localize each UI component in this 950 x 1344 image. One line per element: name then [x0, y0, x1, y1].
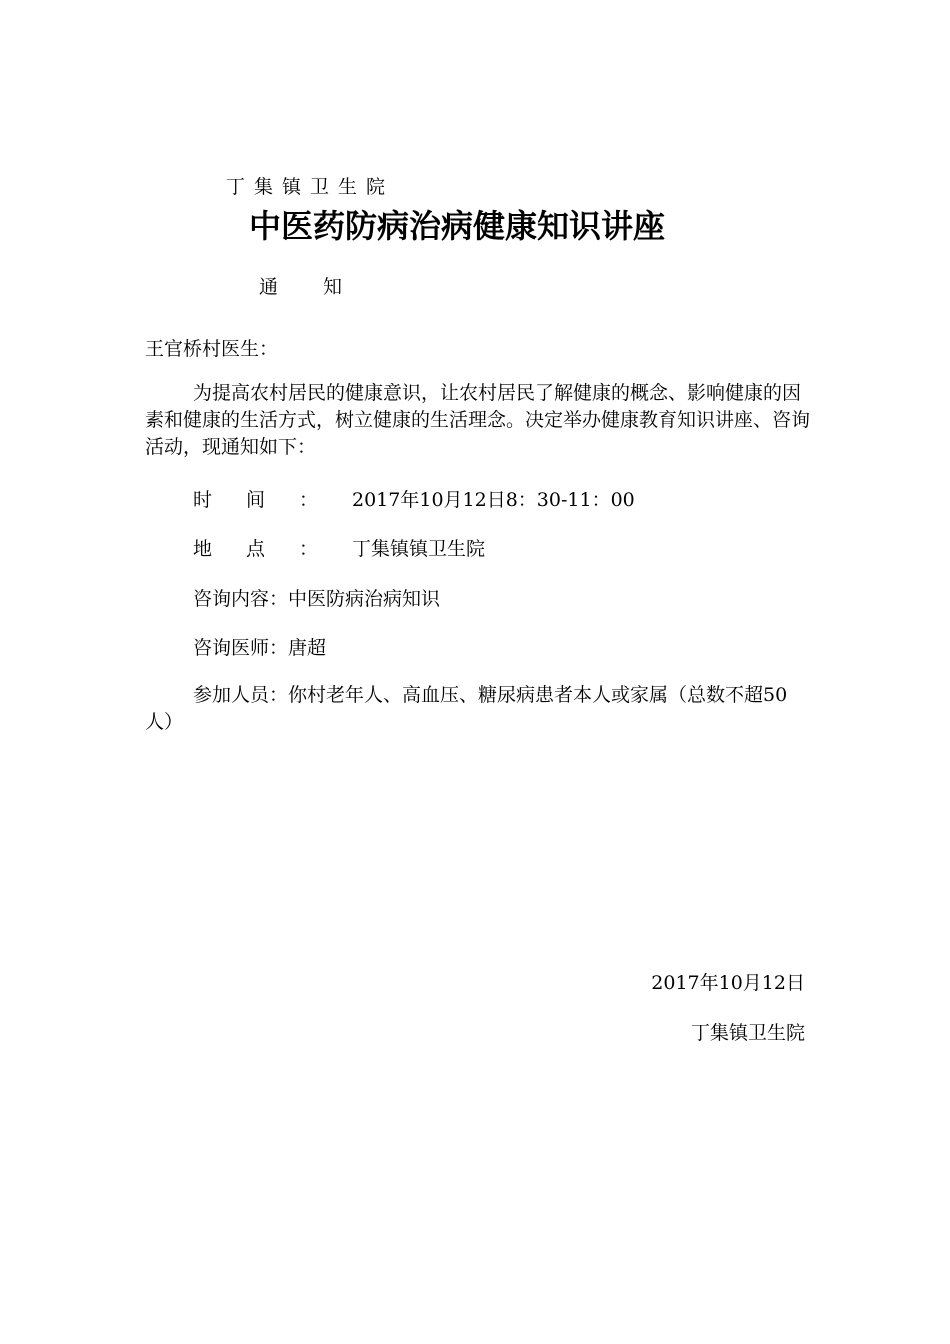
detail-content-label: 咨询内容： — [193, 588, 289, 610]
signature-date: 2017年10月12日 — [651, 972, 805, 994]
detail-doctor-value: 唐超 — [288, 637, 327, 659]
notice-label: 通知 — [259, 276, 388, 298]
body-paragraph: 为提高农村居民的健康意识，让农村居民了解健康的概念、影响健康的因素和健康的生活方式，树立健康的生活理念。决定举办健康教育知识讲座、咨询活动，现通知如下： — [145, 382, 811, 458]
detail-time-value: 2017年10月12日8：30-11：00 — [352, 489, 635, 511]
detail-location-value: 丁集镇镇卫生院 — [352, 538, 486, 560]
detail-content-value: 中医防病治病知识 — [288, 588, 441, 610]
detail-doctor-label: 咨询医师： — [193, 637, 289, 659]
detail-doctor — [193, 633, 326, 660]
salutation: 王官桥村医生： — [145, 338, 279, 360]
detail-location-label: 地点： — [193, 538, 353, 560]
detail-participants-label: 参加人员： — [193, 684, 289, 706]
document-title: 中医药防病治病健康知识讲座 — [249, 207, 666, 245]
detail-participants-value: 你村老年人、高血压、糖尿病患者本人或家属（总数不超50人） — [145, 684, 788, 733]
signature-organization: 丁集镇卫生院 — [690, 1022, 805, 1044]
detail-time-label: 时间： — [193, 489, 353, 511]
detail-content — [193, 584, 440, 611]
detail-participants — [145, 682, 810, 736]
organization-header: 丁集镇卫生院 — [226, 176, 395, 198]
detail-time — [193, 485, 635, 512]
detail-location — [193, 534, 485, 561]
